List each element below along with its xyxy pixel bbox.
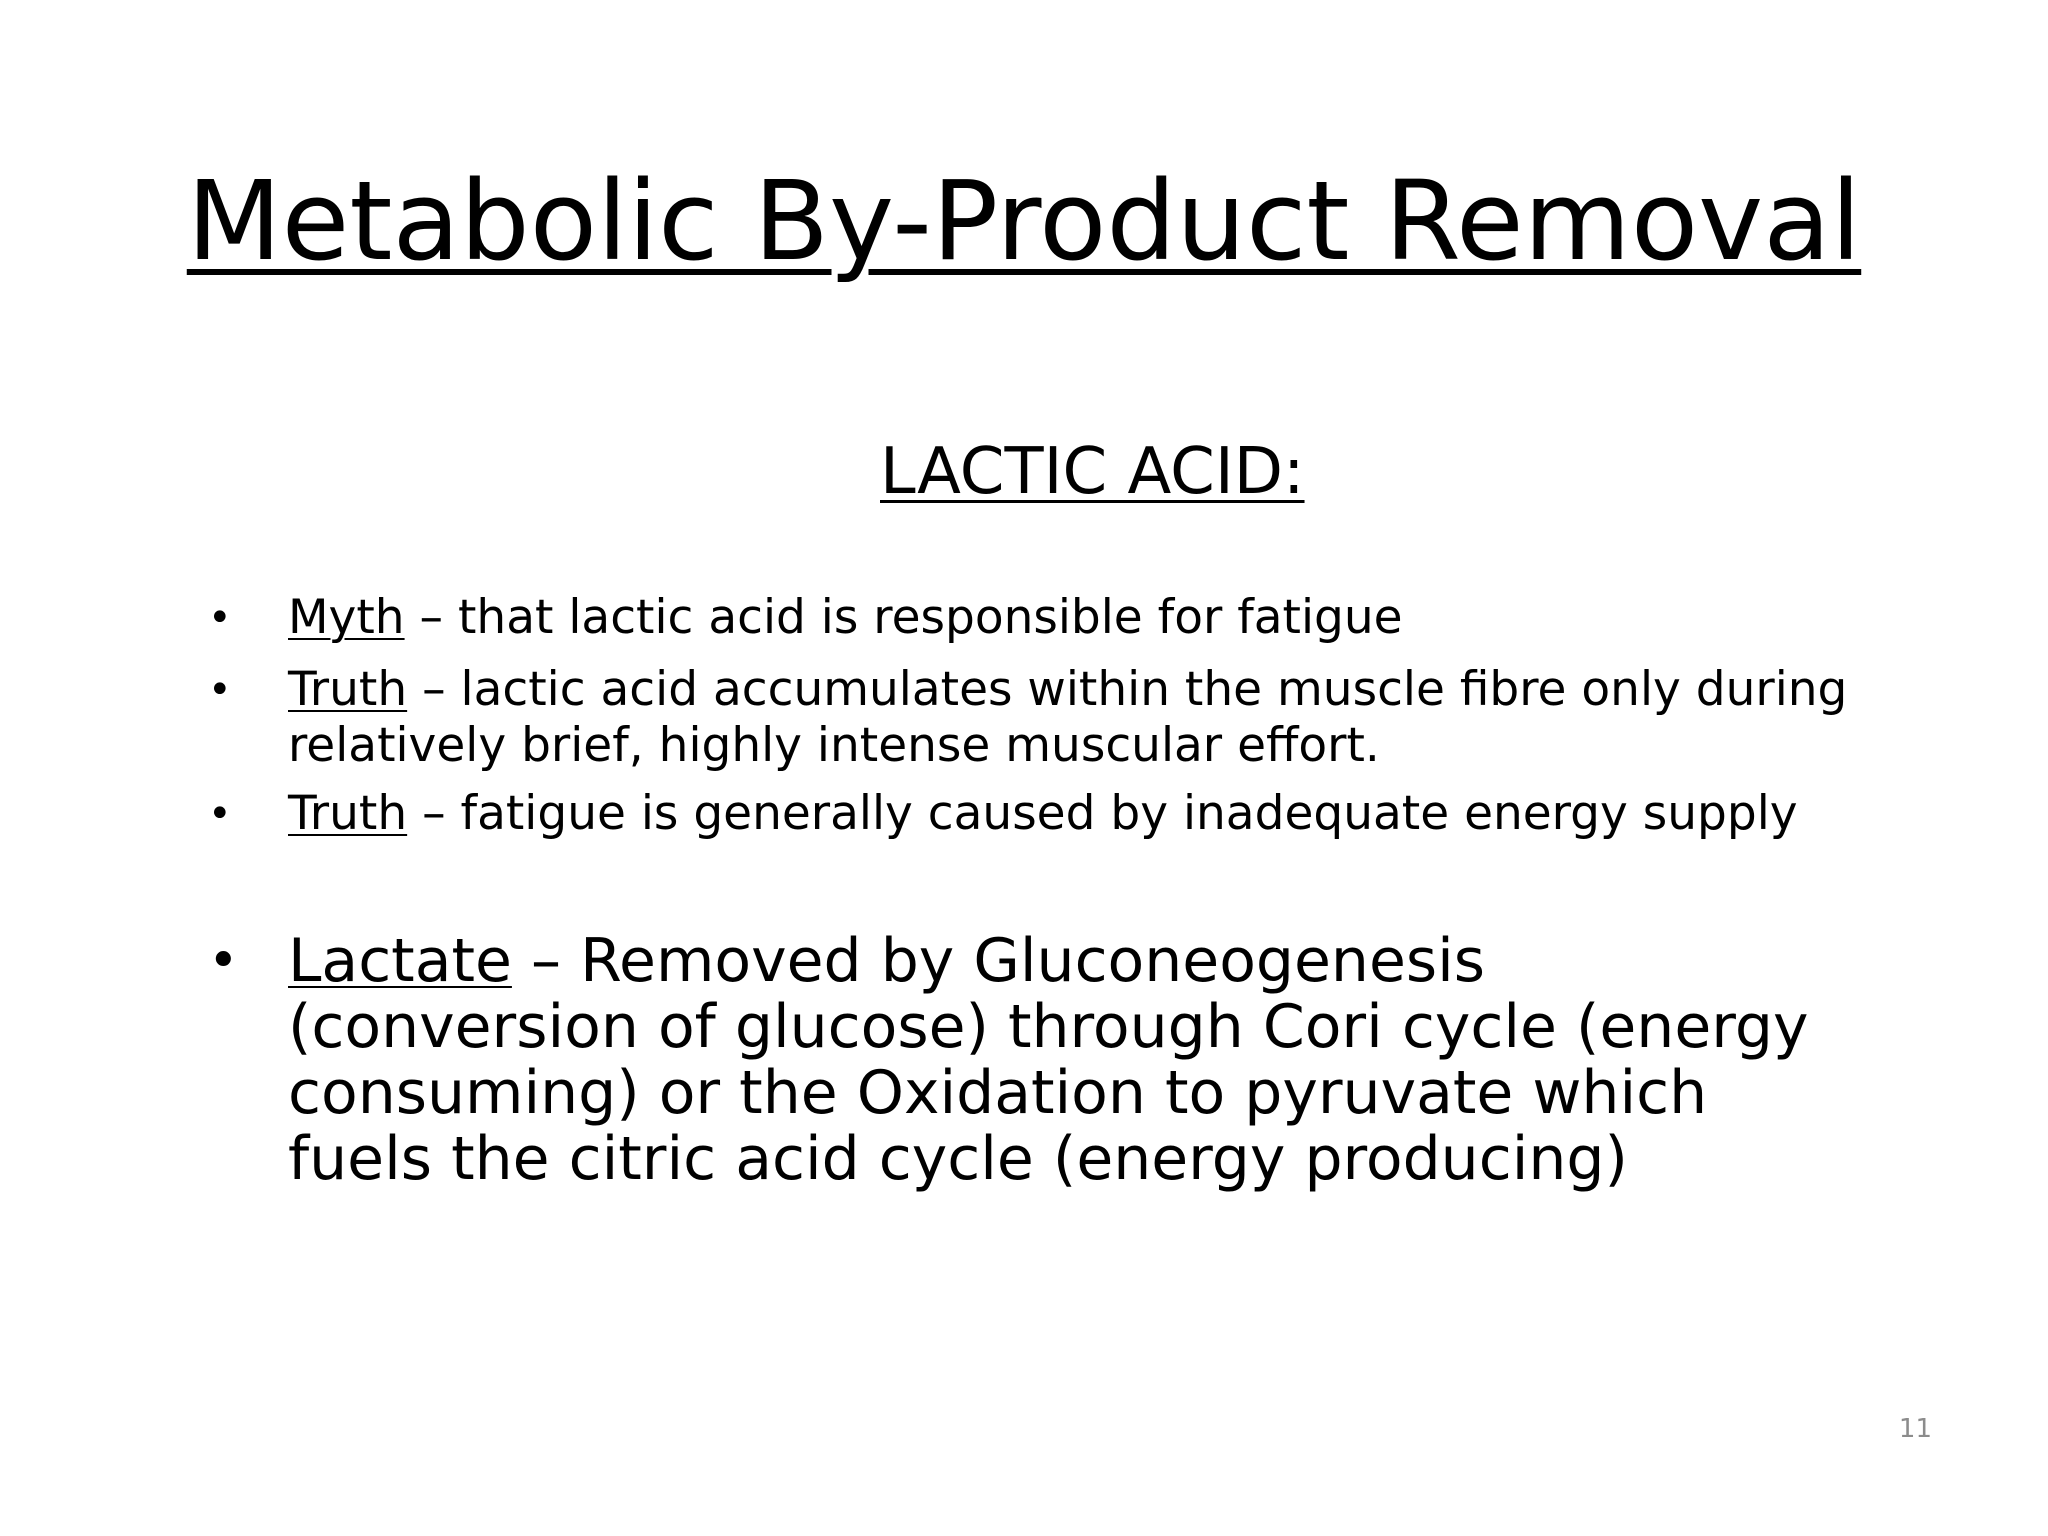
bullet-text: – that lactic acid is responsible for fatigue: [404, 590, 1403, 645]
bullet-marker: •: [208, 595, 232, 641]
bullet-marker: •: [208, 931, 239, 991]
bullet-text: – lactic acid accumulates within the muscle fibre only during relatively brief, highly intense muscular effort.: [288, 662, 1848, 773]
bullet-term: Truth: [288, 662, 408, 717]
bullet-item: [208, 926, 1848, 1194]
bullet-term: Myth: [288, 590, 405, 645]
bullet-text: – fatigue is generally caused by inadequate energy supply: [407, 786, 1798, 841]
bullet-text: – Removed by Gluconeogenesis (conversion of glucose) through Cori cycle (energy consuming) or the Oxidation to pyruvate which fuels the citric acid cycle (energy producing): [288, 926, 1809, 1194]
bullet-marker: •: [208, 667, 232, 713]
slide-title-text: Metabolic By-Product Removal: [186, 156, 1862, 285]
bullet-marker: •: [208, 791, 232, 837]
bullet-item: [208, 662, 1848, 774]
bullet-term: Truth: [288, 786, 408, 841]
bullet-item: [208, 590, 1848, 646]
bullet-item: [208, 786, 1848, 842]
page-number: 11: [1898, 1414, 1932, 1444]
section-heading: LACTIC ACID:: [880, 435, 1305, 509]
bullet-term: Lactate: [288, 926, 512, 996]
